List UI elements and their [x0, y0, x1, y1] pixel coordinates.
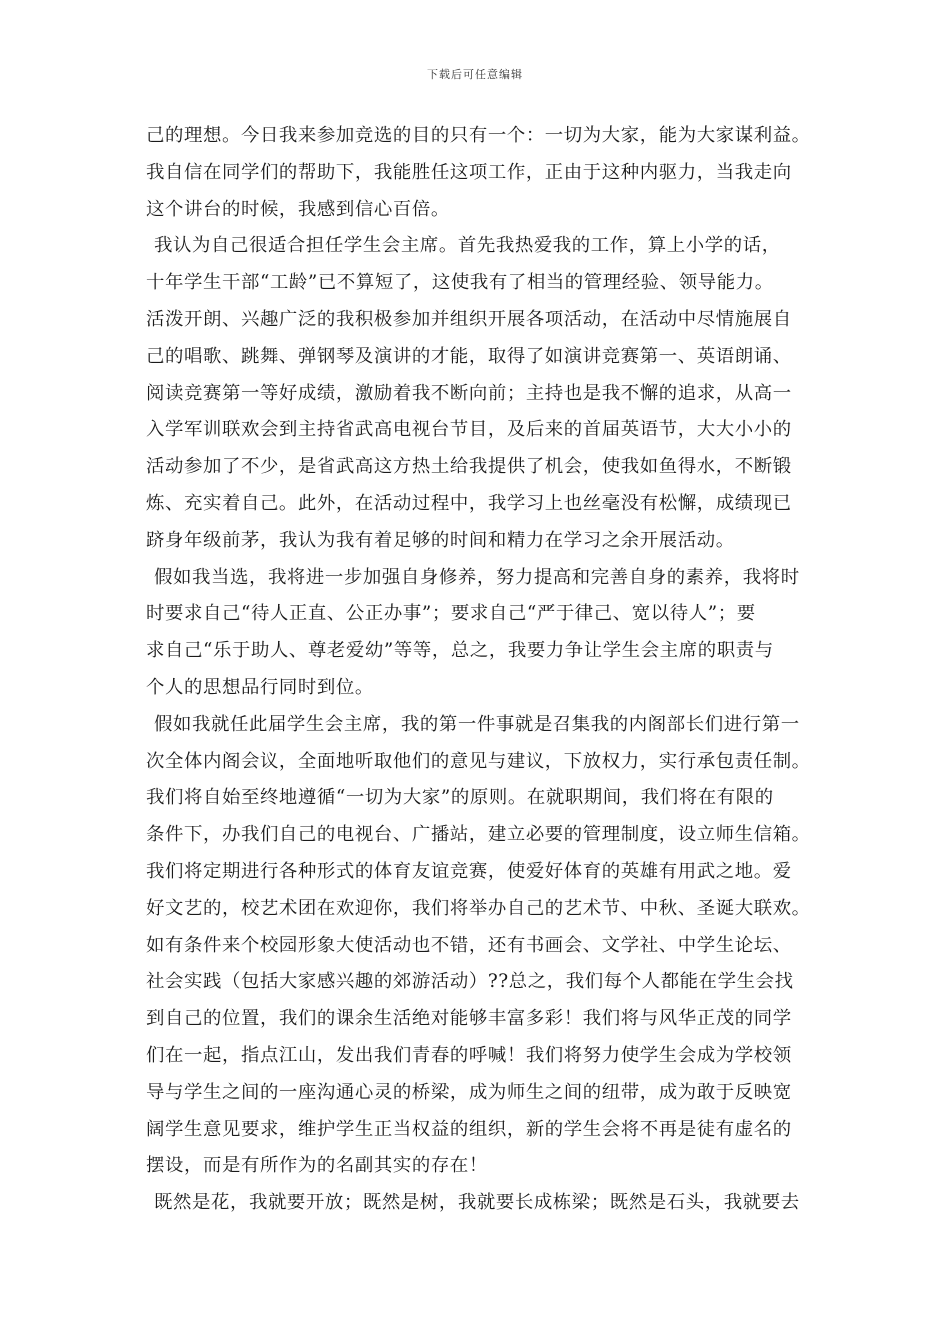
text-line: 导与学生之间的一座沟通心灵的桥梁，成为师生之间的纽带，成为敢于反映宽	[146, 1081, 792, 1103]
text-line: 好文艺的，校艺术团在欢迎你，我们将举办自己的艺术节、中秋、圣诞大联欢。	[146, 897, 811, 919]
text-line: 己的唱歌、跳舞、弹钢琴及演讲的才能，取得了如演讲竞赛第一、英语朗诵、	[146, 345, 792, 367]
text-line: 入学军训联欢会到主持省武高电视台节目，及后来的首届英语节，大大小小的	[146, 419, 792, 441]
text-line: 如有条件来个校园形象大使活动也不错，还有书画会、文学社、中学生论坛、	[146, 934, 792, 956]
text-line: 我们将自始至终地遵循“一切为大家”的原则。在就职期间，我们将在有限的	[146, 787, 774, 809]
text-line: 到自己的位置，我们的课余生活绝对能够丰富多彩！我们将与风华正茂的同学	[146, 1008, 792, 1030]
text-line: 活动参加了不少，是省武高这方热土给我提供了机会，使我如鱼得水，不断锻	[146, 456, 792, 478]
text-line: 己的理想。今日我来参加竞选的目的只有一个：一切为大家，能为大家谋利益。	[146, 125, 811, 146]
text-line: 阅读竞赛第一等好成绩，激励着我不断向前；主持也是我不懈的追求，从高一	[146, 382, 792, 404]
text-line: 摆设，而是有所作为的名副其实的存在！	[146, 1155, 488, 1177]
page-header: 下载后可任意编辑	[427, 68, 523, 81]
text-line: 个人的思想品行同时到位。	[146, 676, 374, 698]
text-line: 跻身年级前茅，我认为我有着足够的时间和精力在学习之余开展活动。	[146, 529, 735, 551]
text-line: 们在一起，指点江山，发出我们青春的呼喊！我们将努力使学生会成为学校领	[146, 1044, 792, 1066]
paragraph-start-line: 既然是花，我就要开放；既然是树，我就要长成栋梁；既然是石头，我就要去	[154, 1192, 800, 1214]
text-line: 活泼开朗、兴趣广泛的我积极参加并组织开展各项活动，在活动中尽情施展自	[146, 308, 792, 330]
text-line: 这个讲台的时候，我感到信心百倍。	[146, 198, 450, 220]
paragraph-start-line: 我认为自己很适合担任学生会主席。首先我热爱我的工作，算上小学的话，	[154, 235, 781, 257]
text-line: 时要求自己“待人正直、公正办事”；要求自己“严于律己、宽以待人”；要	[146, 603, 756, 625]
paragraph-start-line: 假如我就任此届学生会主席，我的第一件事就是召集我的内阁部长们进行第一	[154, 713, 800, 735]
text-line: 阔学生意见要求，维护学生正当权益的组织，新的学生会将不再是徒有虚名的	[146, 1118, 792, 1140]
text-line: 十年学生干部“工龄”已不算短了，这使我有了相当的管理经验、领导能力。	[146, 272, 774, 294]
paragraph-start-line: 假如我当选，我将进一步加强自身修养，努力提高和完善自身的素养，我将时	[154, 566, 800, 588]
document-body	[146, 118, 826, 1222]
text-line: 我们将定期进行各种形式的体育友谊竞赛，使爱好体育的英雄有用武之地。爱	[146, 860, 792, 882]
text-line: 次全体内阁会议，全面地听取他们的意见与建议，下放权力，实行承包责任制。	[146, 750, 811, 772]
text-line: 炼、充实着自己。此外，在活动过程中，我学习上也丝毫没有松懈，成绩现已	[146, 492, 792, 514]
text-line: 条件下，办我们自己的电视台、广播站，建立必要的管理制度，设立师生信箱。	[146, 824, 811, 846]
text-line: 我自信在同学们的帮助下，我能胜任这项工作，正由于这种内驱力，当我走向	[146, 161, 792, 183]
text-line: 求自己“乐于助人、尊老爱幼”等等，总之，我要力争让学生会主席的职责与	[146, 640, 774, 662]
text-line: 社会实践（包括大家感兴趣的郊游活动）??总之，我们每个人都能在学生会找	[146, 971, 794, 993]
